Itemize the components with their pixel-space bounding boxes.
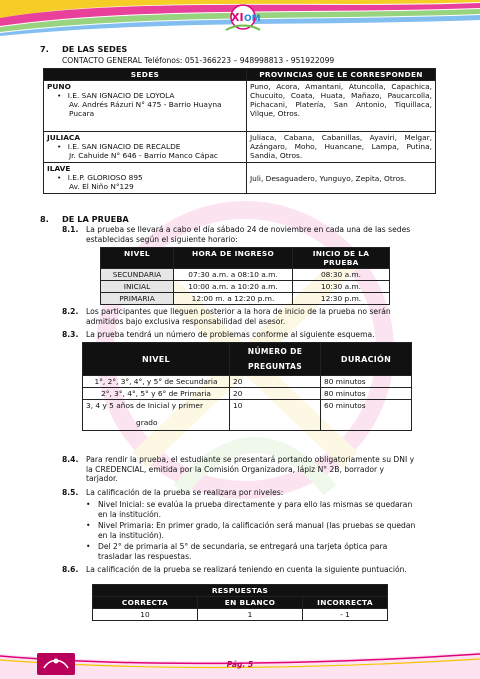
table-row: INICIAL 10:00 a.m. a 10:20 a.m. 10:30 a.m. [101,281,390,293]
sede-name: I.E. SAN IGNACIO DE RECALDE [67,142,181,151]
provincias-cell: Puno, Acora, Amantani, Atuncolla, Capachica, Chucuito, Coata, Huata, Mañazo, Paucarcolla, Pichacani, Platería, San Antonio, Tiquillaca, Vilque, Otros. [247,81,436,132]
sede-name: I.E.P. GLORIOSO 895 [67,173,143,182]
schedule-table [100,247,390,305]
section-8-title: DE LA PRUEBA [62,214,129,224]
section-8-number: 8. [40,214,49,224]
provincias-cell: Juliaca, Cabana, Cabanillas, Ayaviri, Melgar, Azángaro, Moho, Huancane, Lampa, Putina, Sandia, Otros. [247,132,436,163]
item-8-3-number: 8.3. [62,330,79,339]
item-8-4-text: Para rendir la prueba, el estudiante se presentará portando obligatoriamente su DNI y la CREDENCIAL, emitida por la Comisión Organizadora, lápiz N° 2B, borrador y tarjador. [86,455,415,484]
sede-address: Jr. Cahuide N° 646 - Barrio Manco Cápac [69,151,218,160]
sede-address-cont: Pucara [69,109,95,118]
section-7-title: DE LAS SEDES [62,44,128,54]
list-item: • Nivel Inicial: se evalúa la prueba directamente y para ello las mismas se quedaran en la institución. [86,500,413,519]
item-8-6-text: La calificación de la prueba se realizará teniendo en cuenta la siguiente puntuación. [86,565,407,574]
levels-head-nivel: NIVEL [83,343,230,376]
provincias-cell: Juli, Desaguadero, Yunguyo, Zepita, Otros. [247,163,436,194]
table-row: JULIACA • I.E. SAN IGNACIO DE RECALDE Jr. Cahuide N° 646 - Barrio Manco Cápac Juliaca, Cabana, Cabanillas, Ayaviri, Melgar, Azángaro, Moho, Huancane, Lampa, Putina, Sandia, Otros. [44,132,436,163]
table-row: 2°, 3°, 4°, 5° y 6° de Primaria 20 80 minutos [83,388,412,400]
sedes-header: SEDES [44,69,247,81]
sedes-table [43,68,436,194]
schedule-head-nivel: NIVEL [101,248,174,269]
sede-name: I.E. SAN IGNACIO DE LOYOLA [67,91,175,100]
page-number: Pág. 5 [226,660,254,669]
sede-address: Av. Andrés Rázuri N° 475 - Barrio Huayna [69,100,222,109]
item-8-1-number: 8.1. [62,225,79,234]
table-row: ILAVE • I.E.P. GLORIOSO 895 Av. El Niño N°129 Juli, Desaguadero, Yunguyo, Zepita, Otros. [44,163,436,194]
sede-address: Av. El Niño N°129 [69,182,134,191]
svg-text:XI: XI [231,11,244,24]
levels-table [82,342,412,431]
region-puno: PUNO [47,82,71,91]
table-row: SECUNDARIA 07:30 a.m. a 08:10 a.m. 08:30 a.m. [101,269,390,281]
item-8-1-text: La prueba se llevará a cabo el día sábado 24 de noviembre en cada una de las sedes establecidas según el siguiente horario: [86,225,411,244]
table-row: 1°, 2°, 3°, 4°, y 5° de Secundaria 20 80 minutos [83,376,412,388]
table-row: 3, 4 y 5 años de Inicial y primer grado 10 60 minutos [83,400,412,431]
incorrecta-head: INCORRECTA [303,597,388,609]
item-8-5-number: 8.5. [62,488,79,497]
item-8-5-text: La calificación de la prueba se realizara por niveles: [86,488,284,497]
levels-head-numero: NÚMERO DE PREGUNTAS [230,343,321,376]
correcta-head: CORRECTA [93,597,198,609]
respuestas-header: RESPUESTAS [93,585,388,597]
table-row: 10 1 - 1 [93,609,388,621]
item-8-2-number: 8.2. [62,307,79,316]
list-item: • Nivel Primaria: En primer grado, la calificación será manual (las pruebas se quedan en la institución). [86,521,416,540]
svg-text:OM: OM [244,14,261,24]
provincias-header: PROVINCIAS QUE LE CORRESPONDEN [247,69,436,81]
table-row: PRIMARIA 12:00 m. a 12:20 p.m. 12:30 p.m. [101,293,390,305]
list-item: • Del 2° de primaria al 5° de secundaria, se entregará una tarjeta óptica para trasladar las respuestas. [86,542,388,561]
contact-line: CONTACTO GENERAL Teléfonos: 051-366223 – 948998813 - 951922099 [62,56,335,65]
bullet-list [86,500,436,562]
item-8-3-text: La prueba tendrá un número de problemas conforme al siguiente esquema. [86,330,375,339]
item-8-2-text: Los participantes que lleguen posterior a la hora de inicio de la prueba no serán admitidos bajo exclusiva responsabilidad del asesor. [86,307,391,326]
schedule-head-inicio: INICIO DE LA PRUEBA [293,248,390,269]
schedule-head-ingreso: HORA DE INGRESO [174,248,293,269]
region-ilave: ILAVE [47,164,71,173]
item-8-6-number: 8.6. [62,565,79,574]
en-blanco-head: EN BLANCO [198,597,303,609]
levels-head-duracion: DURACIÓN [321,343,412,376]
item-8-4-number: 8.4. [62,455,79,464]
region-juliaca: JULIACA [47,133,81,142]
scoring-table [92,584,388,621]
table-row: PUNO • I.E. SAN IGNACIO DE LOYOLA Av. Andrés Rázuri N° 475 - Barrio Huayna Pucara Puno, Acora, Amantani, Atuncolla, Capachica, Chucuito, Coata, Huata, Mañazo, Paucarcolla, Pichacani, Platería, San Antonio, Tiquillaca, Vilque, Otros. [44,81,436,132]
section-7-number: 7. [40,44,49,54]
